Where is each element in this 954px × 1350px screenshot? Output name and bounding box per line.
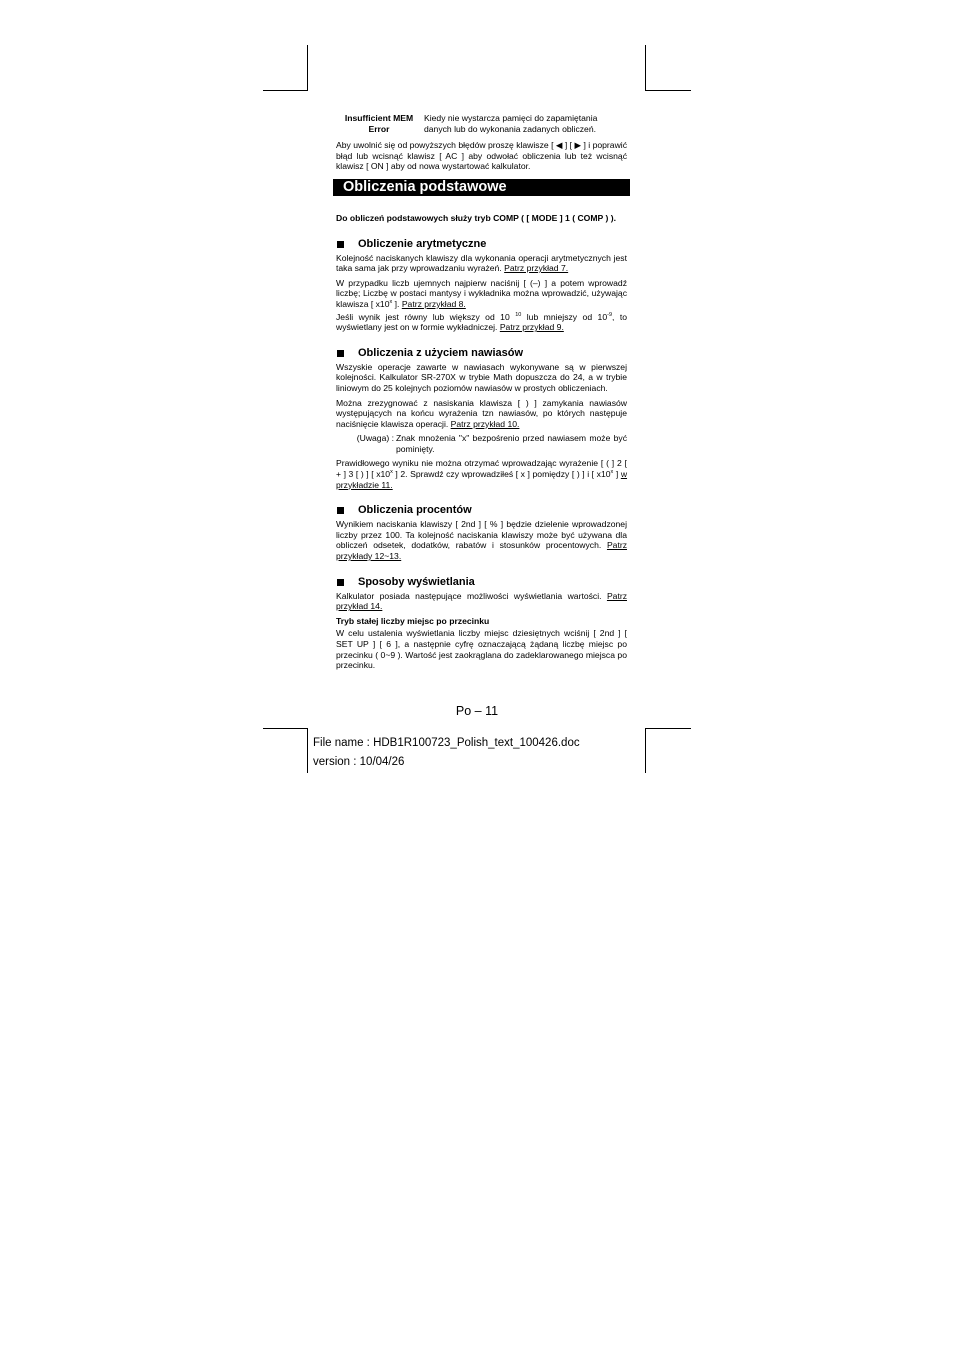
example-link[interactable]: Patrz przykład 14. (336, 590, 627, 612)
paragraph-text: Prawidłowego wyniku nie można otrzymać wprowadzając wyrażenie [ ( ] 2 [ + ] 3 [ ) ] [ x10 (336, 458, 627, 480)
superscript: x (610, 469, 614, 476)
paragraph: Wszyskie operacje zawarte w nawiasach wykonywane są w pierwszej kolejności. Kalkulator SR-270X w trybie Math dopuszcza do 24, a w trybie liniowym do 25 kolejnych poziomów nawiasów w prostych obliczeniach. (336, 361, 627, 393)
error-row (336, 113, 627, 134)
paragraph-text: , to wyświetlany jest on w formie wykładniczej. (336, 311, 627, 333)
note-label: (Uwaga) : (356, 433, 394, 444)
paragraph-text: Kalkulator posiada następujące możliwości wyświetlania wartości. (336, 590, 602, 601)
square-bullet-icon (337, 241, 344, 248)
crop-mark (263, 728, 308, 729)
crop-mark (307, 728, 308, 773)
example-link[interactable]: Patrz przykład 10. (450, 418, 520, 429)
subsection-title: Tryb stałej liczby miejsc po przecinku (336, 615, 490, 626)
paragraph (336, 278, 627, 310)
example-link[interactable]: Patrz przykłady 12~13. (336, 540, 628, 562)
square-bullet-icon (337, 507, 344, 514)
footer-file-name: File name : HDB1R100723_Polish_text_100426.doc (313, 737, 580, 749)
section-heading-percent (336, 504, 627, 517)
page-content (336, 113, 627, 671)
paragraph (336, 458, 627, 490)
section-title: Obliczenia procentów (358, 504, 472, 517)
section-title: Obliczenie arytmetyczne (358, 237, 487, 250)
superscript: x (389, 298, 393, 305)
superscript: x (390, 469, 393, 476)
section-heading-display (336, 576, 627, 589)
example-link[interactable]: Patrz przykład 9. (499, 322, 564, 333)
example-link[interactable]: Patrz przykład 7. (504, 263, 569, 274)
error-label: Insufficient MEM Error (344, 113, 414, 134)
paragraph-text: lub mniejszy od 10 (521, 311, 608, 322)
crop-mark (645, 728, 646, 773)
section-banner: Obliczenia podstawowe (333, 179, 630, 196)
paragraph (336, 253, 627, 274)
page-number: Po – 11 (455, 704, 499, 718)
superscript: 10 (515, 311, 522, 318)
paragraph-text: ]. (392, 298, 400, 309)
crop-mark (645, 45, 646, 91)
intro-paragraph: Do obliczeń podstawowych służy tryb COMP ( [ MODE ] 1 ( COMP ) ). (336, 212, 616, 223)
section-title: Obliczenia z użyciem nawiasów (358, 346, 524, 359)
paragraph-text: Kolejność naciskanych klawiszy dla wykonania operacji arytmetycznych jest taka sama jak przy wprowadzaniu wyrażeń. (336, 252, 627, 274)
paragraph-text: Wynikiem naciskania klawiszy [ 2nd ] [ % ] będzie dzielenie wprowadzonej liczby przez 100. Ta kolejność naciskania klawiszy może być używana dla obliczeń odsetek, dodatków, rabatów i stosunków procentowych. (336, 519, 627, 551)
section-heading-parentheses (336, 347, 627, 360)
section-heading-arithmetic (336, 238, 627, 251)
crop-mark (645, 728, 691, 729)
section-title: Sposoby wyświetlania (358, 575, 475, 588)
paragraph (336, 398, 627, 430)
paragraph (336, 519, 627, 561)
paragraph-text: ] (613, 469, 619, 480)
example-link[interactable]: Patrz przykład 8. (401, 298, 466, 309)
paragraph-text: Jeśli wynik jest równy lub większy od 10 (336, 311, 510, 322)
paragraph-text: Można zrezygnować z nasiskania klawisza [ ) ] zamykania nawiasów występujących na końcu wyrażenia tzn nawiasów, po których następuje naciśnięcie klawisza operacji. (336, 397, 627, 429)
crop-mark (645, 90, 691, 91)
example-link[interactable]: w przykładzie 11. (336, 469, 628, 490)
error-description: Kiedy nie wystarcza pamięci do zapamiętania danych lub do wykonania zadanych obliczeń. (424, 113, 598, 134)
crop-mark (307, 45, 308, 91)
note-block (336, 433, 627, 454)
paragraph: W celu ustalenia wyświetlania liczby miejsc dziesiętnych wciśnij [ 2nd ] [ SET UP ] [ 6 ], a następnie cyfrę oznaczającą żądaną liczbę miejsc po przecinku ( 0~9 ). Wartość jest zaokrąglana do zadeklarowanego miejsca po przecinku. (336, 628, 627, 671)
paragraph (336, 312, 627, 333)
square-bullet-icon (337, 350, 344, 357)
superscript: -9 (607, 311, 612, 318)
note-text: Znak mnożenia "x" bezpośrenio przed nawiasem może być pominięty. (396, 433, 627, 454)
release-paragraph: Aby uwolnić się od powyższych błędów proszę klawisze [ ◀ ] [ ▶ ] i poprawić błąd lub wcisnąć klawisz [ AC ] aby odwołać obliczenia lub też wcisnąć klawisz [ ON ] aby od nowa wystartować kalkulator. (336, 140, 627, 172)
paragraph (336, 591, 627, 612)
paragraph-text: ] 2. Sprawdź czy wprowadziłeś [ x ] pomiędzy [ ) ] i [ x10 (392, 469, 611, 480)
footer-version: version : 10/04/26 (313, 756, 405, 768)
square-bullet-icon (337, 579, 344, 586)
crop-mark (263, 90, 308, 91)
paragraph-text: W przypadku liczb ujemnych najpierw naciśnij [ (–) ] a potem wprowadź liczbę; Liczbę w postaci mantysy i wykładnika można wprowadzić, używając klawisza [ x10 (336, 277, 627, 309)
